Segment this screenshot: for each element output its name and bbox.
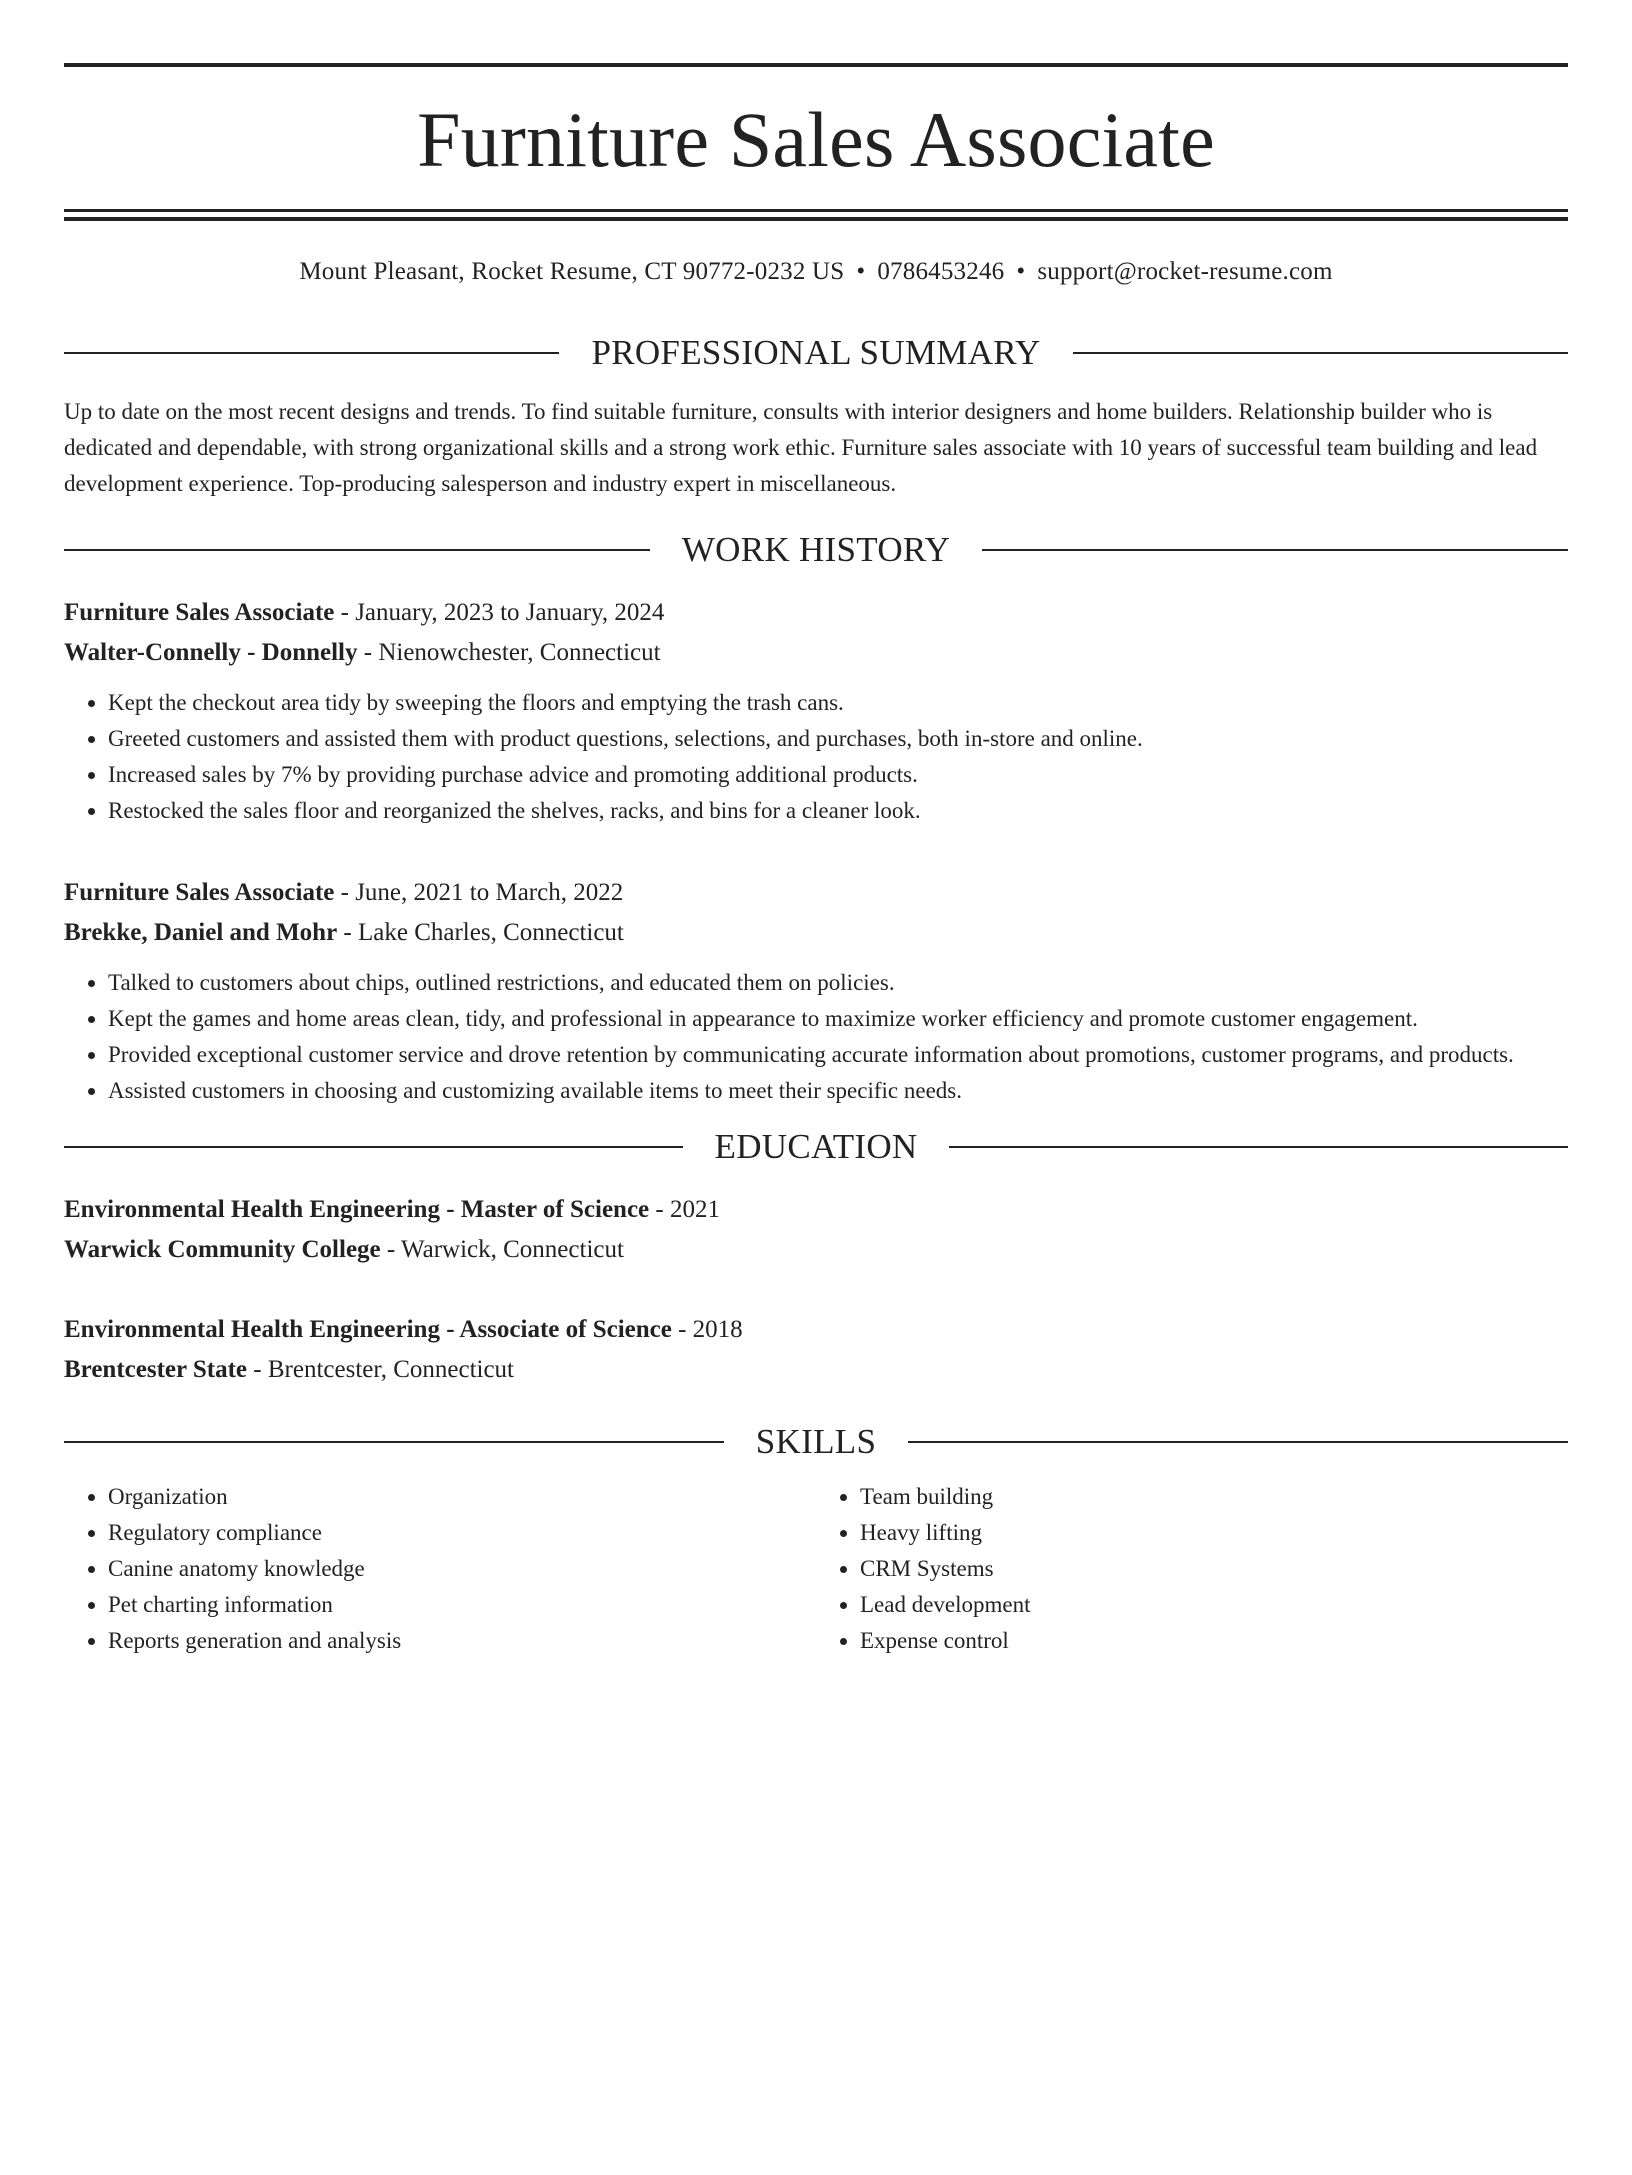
header-top-rule xyxy=(64,63,1568,67)
skill-item: • Expense control xyxy=(860,1623,1568,1659)
section-rule-left xyxy=(64,1146,683,1148)
job-dates: - January, 2023 to January, 2024 xyxy=(334,599,665,626)
skill-item: • Pet charting information xyxy=(108,1587,816,1623)
job-dates: - June, 2021 to March, 2022 xyxy=(334,879,624,906)
job-entry xyxy=(64,873,1568,1109)
education-entry xyxy=(64,1310,1568,1390)
education-degree-line xyxy=(64,1190,1568,1230)
job-bullet: • Assisted customers in choosing and customizing available items to meet their specific needs. xyxy=(108,1073,1568,1109)
education-location: - Brentcester, Connecticut xyxy=(247,1356,515,1383)
job-bullet: • Talked to customers about chips, outlined restrictions, and educated them on policies. xyxy=(108,965,1568,1001)
job-bullet: • Kept the games and home areas clean, tidy, and professional in appearance to maximize worker efficiency and promote customer engagement. xyxy=(108,1001,1568,1037)
job-bullet-list xyxy=(64,685,1568,829)
job-employer-line xyxy=(64,913,1568,953)
job-bullet: • Provided exceptional customer service and drove retention by communicating accurate information about promotions, customer programs, and products. xyxy=(108,1037,1568,1073)
section-heading-label: EDUCATION xyxy=(714,1127,918,1166)
job-bullet: • Greeted customers and assisted them with product questions, selections, and purchases, both in-store and online. xyxy=(108,721,1568,757)
education-year: - 2018 xyxy=(671,1316,743,1343)
skills-columns xyxy=(64,1479,1568,1659)
section-rule-right xyxy=(982,549,1568,551)
education-degree-line xyxy=(64,1310,1568,1350)
skill-item: • Canine anatomy knowledge xyxy=(108,1551,816,1587)
education-location: - Warwick, Connecticut xyxy=(380,1236,624,1263)
resume-page xyxy=(0,63,1632,2175)
job-bullet: • Restocked the sales floor and reorganized the shelves, racks, and bins for a cleaner look. xyxy=(108,793,1568,829)
skill-item: • Regulatory compliance xyxy=(108,1515,816,1551)
section-rule-left xyxy=(64,1441,724,1443)
education-school-line xyxy=(64,1230,1568,1270)
job-title-line xyxy=(64,873,1568,913)
section-heading-summary xyxy=(64,335,1568,370)
job-bullet: • Kept the checkout area tidy by sweeping the floors and emptying the trash cans. xyxy=(108,685,1568,721)
skill-item: • CRM Systems xyxy=(860,1551,1568,1587)
education-school: Warwick Community College xyxy=(64,1236,381,1263)
job-title: Furniture Sales Associate xyxy=(64,599,335,626)
section-heading-education xyxy=(64,1129,1568,1164)
skills-list-right xyxy=(816,1479,1568,1659)
contact-separator: • xyxy=(856,258,866,285)
job-bullet-list xyxy=(64,965,1568,1109)
section-rule-left xyxy=(64,549,650,551)
contact-phone: 0786453246 xyxy=(877,258,1005,285)
job-entry xyxy=(64,593,1568,829)
skill-item: • Organization xyxy=(108,1479,816,1515)
skill-item: • Lead development xyxy=(860,1587,1568,1623)
contact-address: Mount Pleasant, Rocket Resume, CT 90772-0232 US xyxy=(299,258,845,285)
contact-separator: • xyxy=(1016,258,1026,285)
section-rule-right xyxy=(949,1146,1568,1148)
education-year: - 2021 xyxy=(649,1196,720,1223)
contact-line xyxy=(64,257,1568,287)
contact-email: support@rocket-resume.com xyxy=(1037,258,1333,285)
job-employer: Brekke, Daniel and Mohr xyxy=(64,919,338,946)
summary-paragraph: Up to date on the most recent designs and trends. To find suitable furniture, consults with interior designers and home builders. Relationship builder who is dedicated and dependable, with strong organizational skills and a strong work ethic. Furniture sales associate with 10 years of successful team building and lead development experience. Top-producing salesperson and industry expert in miscellaneous. xyxy=(64,399,1538,496)
job-location: - Nienowchester, Connecticut xyxy=(357,639,661,666)
header-double-rule xyxy=(64,209,1568,221)
education-entry xyxy=(64,1190,1568,1270)
job-location: - Lake Charles, Connecticut xyxy=(337,919,624,946)
education-school: Brentcester State xyxy=(64,1356,248,1383)
section-heading-skills xyxy=(64,1424,1568,1459)
section-heading-work xyxy=(64,532,1568,567)
section-heading-label: PROFESSIONAL SUMMARY xyxy=(591,333,1041,372)
skill-item: • Team building xyxy=(860,1479,1568,1515)
job-bullet: • Increased sales by 7% by providing purchase advice and promoting additional products. xyxy=(108,757,1568,793)
job-employer: Walter-Connelly - Donnelly xyxy=(64,639,358,666)
skill-item: • Reports generation and analysis xyxy=(108,1623,816,1659)
job-employer-line xyxy=(64,633,1568,673)
resume-title: Furniture Sales Associate xyxy=(417,96,1215,183)
education-degree: Environmental Health Engineering - Associate of Science xyxy=(64,1316,672,1343)
job-title: Furniture Sales Associate xyxy=(64,879,335,906)
section-heading-label: WORK HISTORY xyxy=(681,530,951,569)
section-rule-right xyxy=(908,1441,1568,1443)
section-heading-label: SKILLS xyxy=(755,1422,877,1461)
education-school-line xyxy=(64,1350,1568,1390)
skill-item: • Heavy lifting xyxy=(860,1515,1568,1551)
skills-list-left xyxy=(64,1479,816,1659)
section-rule-right xyxy=(1073,352,1568,354)
job-title-line xyxy=(64,593,1568,633)
education-degree: Environmental Health Engineering - Master of Science xyxy=(64,1196,650,1223)
section-rule-left xyxy=(64,352,559,354)
